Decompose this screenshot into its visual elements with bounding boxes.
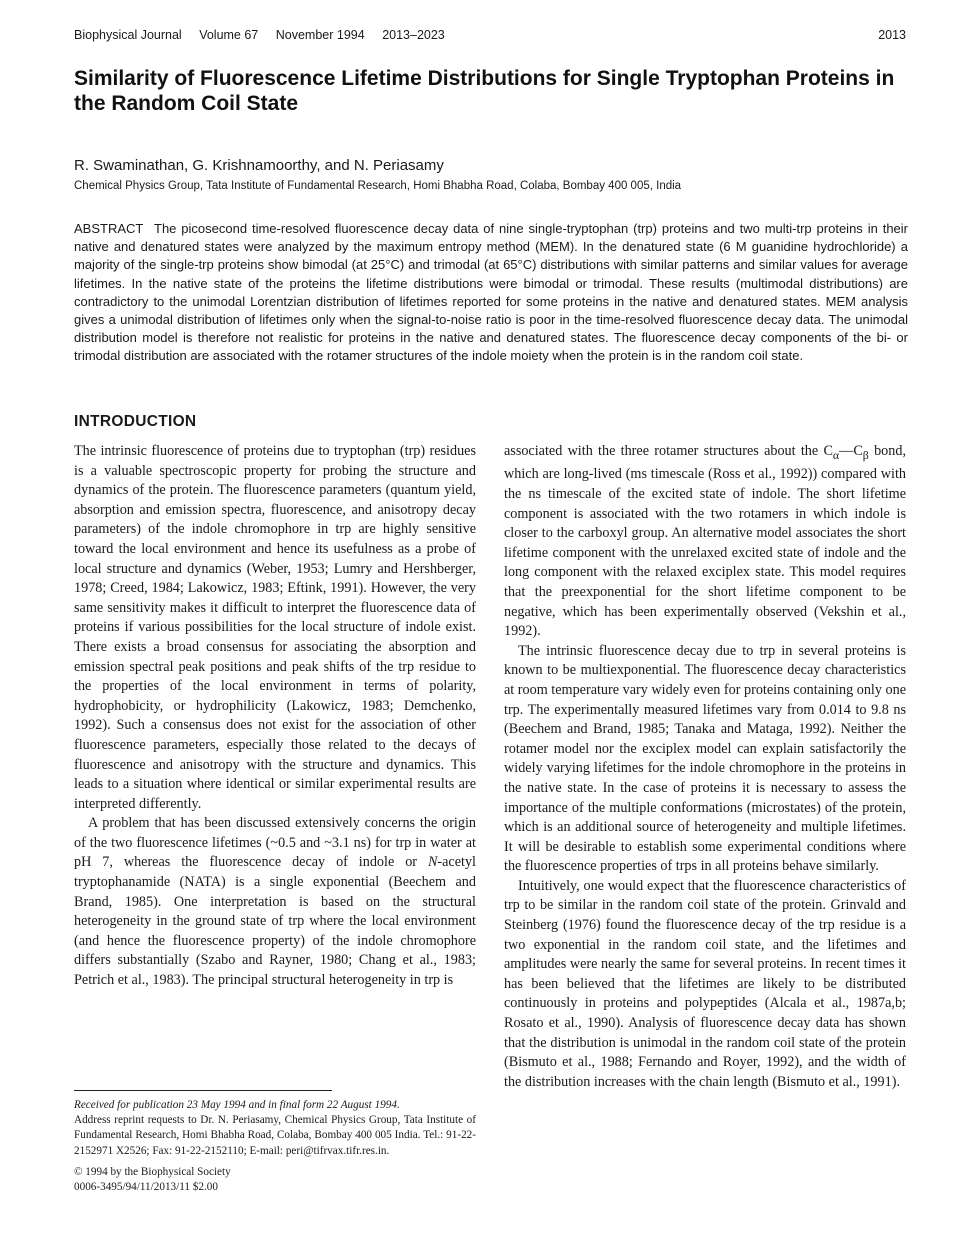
right-column — [504, 442, 906, 1222]
footnote-divider — [74, 1090, 332, 1091]
intro-paragraph-2 — [74, 814, 476, 990]
italic-n: N — [427, 854, 438, 871]
subscript-alpha: α — [832, 447, 840, 462]
received-dates: Received for publication 23 May 1994 and in final form 22 August 1994. — [74, 1099, 400, 1111]
article-title: Similarity of Fluorescence Lifetime Distributions for Single Tryptophan Proteins in the Random Coil State — [74, 67, 895, 115]
journal-date: November 1994 — [275, 28, 365, 42]
page-number: 2013 — [878, 28, 906, 42]
article-code: 0006-3495/94/11/2013/11 $2.00 — [74, 1181, 218, 1194]
left-column — [74, 442, 476, 1062]
intro-paragraph-4: Intuitively, one would expect that the fluorescence characteristics of trp to be similar in the random coil state of the protein. Grinvald and Steinberg (1976) found the fluorescence decay of the trp residue is a two exponential in the random coil state, and the lifetimes and amplitudes were nearly the same for several proteins. In recent times it has been believed that the lifetimes are likely to be distributed continuously in proteins and polypeptides (Alcala et al., 1987a,b; Rosato et al., 1990). Analysis of fluorescence decay data has shown that the distribution is unimodal in the random coil state of the protein (Bismuto et al., 1988; Fernando and Royer, 1992), and the width of the distribution increases with the chain length (Bismuto et al., 1991). — [504, 877, 906, 1090]
intro-paragraph-continued — [504, 442, 906, 642]
intro-paragraph-3: The intrinsic fluorescence decay due to trp in several proteins is known to be multiexponential. The fluorescence decay characteristics at room temperature vary widely even for proteins containing only one trp. The experimentally measured lifetimes vary from 0.014 to 9.8 ns (Beechem and Brand, 1985; Tanaka and Mataga, 1992). Neither the rotamer model nor the exciplex model can explain satisfactorily the widely varying lifetimes for the indole chromophore in the proteins in the native state. In the case of proteins it is necessary to assess the importance of the multiple conformations (microstates) of the protein, which is an additional source of heterogeneity and multiple lifetimes. It will be desirable to establish some experimental conditions where the fluorescence properties of trps in all proteins behave similarly. — [504, 642, 906, 875]
footnotes — [74, 1098, 476, 1195]
abstract — [74, 220, 908, 366]
author-list: R. Swaminathan, G. Krishnamoorthy, and N. Periasamy — [74, 157, 444, 174]
intro-paragraph-1: The intrinsic fluorescence of proteins due to tryptophan (trp) residues is a valuable spectroscopic property for probing the structure and dynamics of the protein. The fluorescence parameters (quantum yield, absorption and emission spectra, fluorescence, and anisotropy decay parameters) of the indole chromophore in trp are highly sensitive toward the local environment and hence its usefulness as a probe of local structure and dynamics (Weber, 1953; Lumry and Hershberger, 1978; Creed, 1984; Lakowicz, 1983; Eftink, 1991). However, the very same sensitivity makes it difficult to interpret the fluorescence data of proteins if various possibilities for the local structure of indole exist. There exists a broad consensus for associating the absorption and emission spectral peak positions and peak shifts of the trp residue to the properties of the local environment in terms of polarity, hydrophobicity, or hydrophilicity (Lakowicz, 1983; Demchenko, 1992). Such a consensus does not exist for the association of other fluorescence parameters, especially those related to the decays of fluorescence and anisotropy with the structure and dynamics. This leads to a situation where identical or similar experimental results are interpreted differently. — [74, 443, 476, 812]
paragraph-text: bond, which are long-lived (ms timescale (Ross et al., 1992)) compared with the ns timescale of the excited state of indole. The short lifetime component is associated with the two rotamers in which indole is closer to the carboxyl group. An alternative model associates the short lifetime component with the unrelaxed excited state of indole and the long component with the relaxed exciplex state. This model requires that the preexponential for the short lifetime component to be negative, which has been experimentally observed (Vekshin et al., 1992). — [504, 443, 906, 640]
reprint-address: Address reprint requests to Dr. N. Periasamy, Chemical Physics Group, Tata Institute of Fundamental Research, Homi Bhabha Road, Colaba, Bombay 400 005 India. Tel.: 91-22-2152971 X2526; Fax: 91-22-2152110; E-mail: peri@tifrvax.tifr.res.in. — [74, 1114, 476, 1157]
abstract-text: The picosecond time-resolved fluorescence decay data of nine single-tryptophan (trp) proteins and two multi-trp proteins in their native and denatured states were analyzed by the maximum entropy method (MEM). In the denatured state (6 M guanidine hydrochloride) a majority of the single-trp proteins show bimodal (at 25°C) and trimodal (at 65°C) distributions with similar patterns and similar values for average lifetimes. In the native state of the proteins the lifetime distributions were bimodal or trimodal. These results (multimodal distributions) are contradictory to the unimodal Lorentzian distribution of lifetimes reported for some proteins in the native and denatured states. MEM analysis gives a unimodal distribution of lifetimes only when the signal-to-noise ratio is poor in the time-resolved fluorescence decay data. The unimodal distribution model is therefore not realistic for proteins in the native and denatured states. The fluorescence decay components of the bi- or trimodal distribution are associated with the rotamer structures of the indole moiety when the protein is in the random coil state. — [74, 221, 908, 364]
copyright-notice: © 1994 by the Biophysical Society — [74, 1165, 231, 1178]
running-head — [74, 28, 906, 48]
bond-dash: —C — [839, 443, 863, 459]
journal-name: Biophysical Journal — [74, 28, 182, 42]
affiliation: Chemical Physics Group, Tata Institute of Fundamental Research, Homi Bhabha Road, Colaba, Bombay 400 005, India — [74, 180, 682, 192]
journal-pages: 2013–2023 — [382, 28, 445, 42]
journal-citation — [74, 28, 459, 48]
abstract-label: ABSTRACT — [74, 221, 144, 236]
subscript-beta: β — [862, 447, 869, 462]
journal-volume: Volume 67 — [199, 28, 259, 42]
paragraph-text: associated with the three rotamer structures about the C — [504, 443, 833, 459]
paragraph-text: -acetyl tryptophanamide (NATA) is a single exponential (Beechem and Brand, 1985). One interpretation is based on the structural heterogeneity in the ground state of trp where the local environment (and hence the fluorescence property) of the indole chromophore differs substantially (Szabo and Rayner, 1980; Chang et al., 1983; Petrich et al., 1983). The principal structural heterogeneity in trp is — [74, 854, 476, 989]
section-heading-introduction: INTRODUCTION — [74, 413, 197, 430]
paragraph-text: A problem that has been discussed extensively concerns the origin of the two fluorescence lifetimes (~0.5 and ~3.1 ns) for trp in water at pH 7, whereas the fluorescence decay of indole or — [74, 815, 476, 871]
